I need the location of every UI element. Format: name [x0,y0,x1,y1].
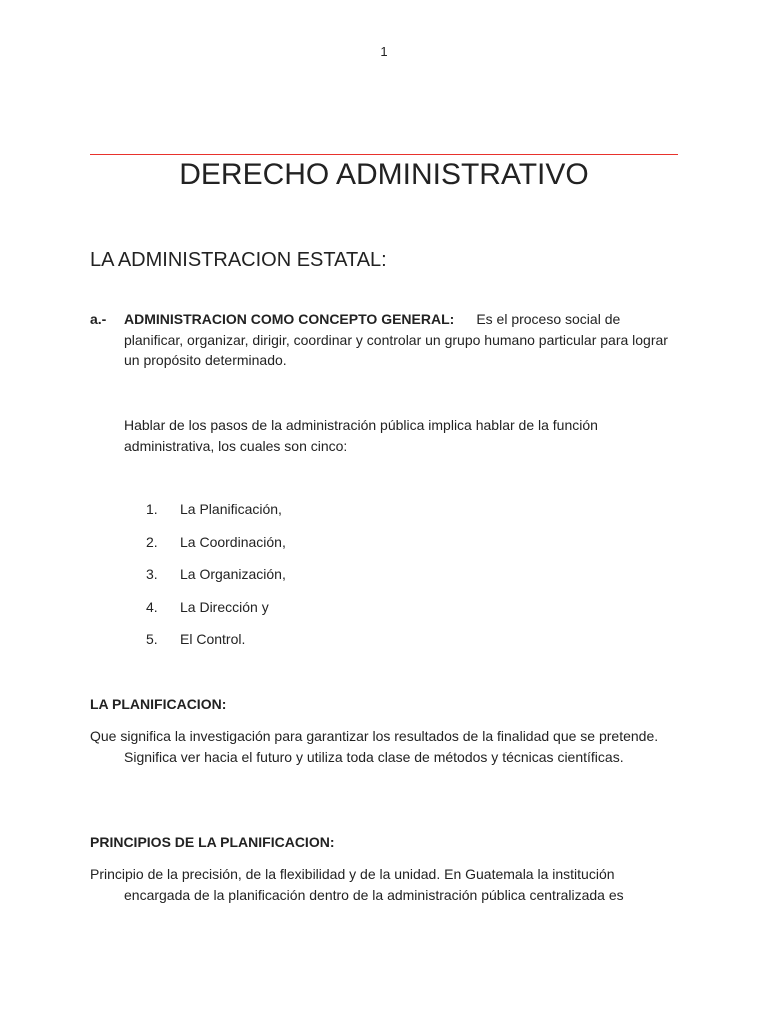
steps-list [146,499,286,662]
principios-heading: PRINCIPIOS DE LA PLANIFICACION: [90,834,335,850]
section-title: LA ADMINISTRACION ESTATAL: [90,249,387,271]
list-item-text: La Organización, [180,566,286,582]
item-a-lead: ADMINISTRACION COMO CONCEPTO GENERAL: [124,311,455,327]
item-a-body [124,309,680,371]
list-item-number: 3. [146,566,158,582]
list-item [146,564,286,597]
planificacion-heading: LA PLANIFICACION: [90,696,227,712]
list-item-text: La Planificación, [180,501,282,517]
header-rule [90,154,678,155]
page-number: 1 [380,44,388,59]
list-item-text: El Control. [180,631,246,647]
principios-paragraph: Principio de la precisión, de la flexibilidad y de la unidad. En Guatemala la institución encargada de la planificación dentro de la administración pública centralizada es [90,866,624,903]
list-item [146,629,286,662]
list-item [146,499,286,532]
list-item-text: La Dirección y [180,598,269,615]
list-item-text: La Coordinación, [180,533,286,550]
list-item-number: 2. [146,533,158,550]
item-a-text: Es el proceso social de planificar, organizar, dirigir, coordinar y controlar un grupo humano particular para lograr un propósito determinado. [124,311,668,368]
list-item [146,532,286,565]
list-item [146,597,286,630]
item-a-marker: a.- [90,311,107,327]
planificacion-paragraph: Que significa la investigación para garantizar los resultados de la finalidad que se pretende. Significa ver hacia el futuro y utiliza toda clase de métodos y técnicas científicas. [90,728,659,765]
list-item-number: 4. [146,598,158,615]
list-item-number: 5. [146,631,158,647]
list-item-number: 1. [146,501,158,517]
intro-paragraph: Hablar de los pasos de la administración pública implica hablar de la función administrativa, los cuales son cinco: [124,417,598,454]
item-a-paragraph [90,309,680,371]
document-title: DERECHO ADMINISTRATIVO [179,158,589,191]
